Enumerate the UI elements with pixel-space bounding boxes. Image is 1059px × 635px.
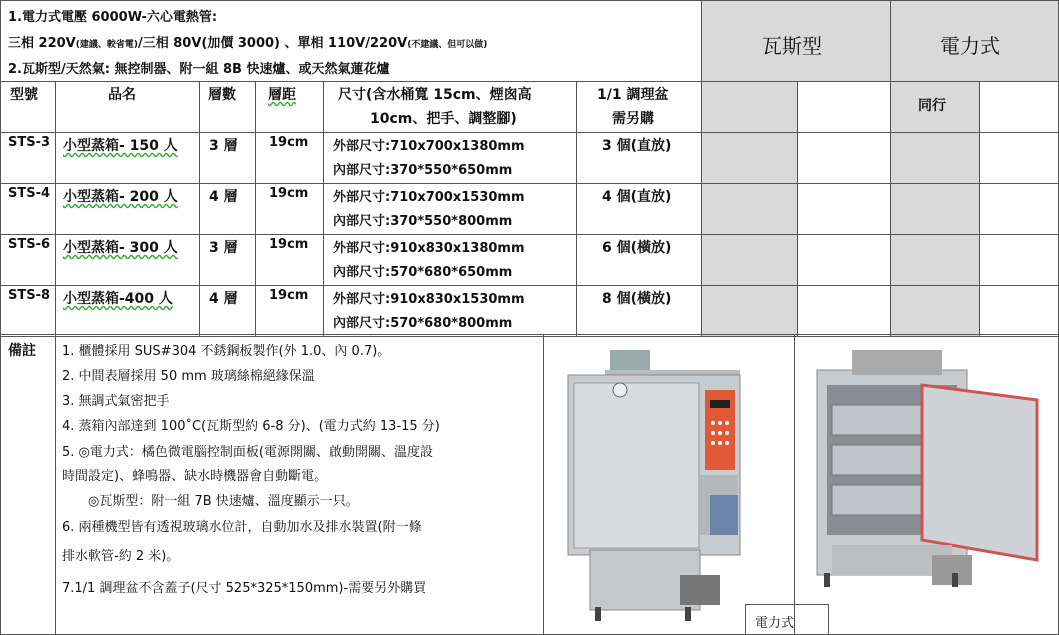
row-layers: 4 層 — [209, 291, 238, 307]
gas-price-a-cell — [701, 183, 798, 235]
steamer-open-image — [812, 345, 1047, 605]
electric-price-b-cell — [979, 234, 1059, 286]
electric-price-b-cell — [979, 183, 1059, 235]
row-name: 小型蒸箱- 150 人 — [63, 138, 178, 154]
gas-price-b-cell — [797, 183, 891, 235]
note-7: 7.1/1 調理盆不含蓋子(尺寸 525*325*150mm)-需要另外購買 — [62, 581, 427, 596]
gas-price-a-cell — [701, 285, 798, 337]
row-pans: 4 個(直放) — [602, 189, 672, 205]
row-spacing: 19cm — [269, 186, 309, 201]
note-6: 6. 兩種機型皆有透視玻璃水位計，自動加水及排水裝置(附一條 — [62, 520, 422, 535]
spec-line-2a: 三相 220V — [8, 36, 76, 51]
peer-header-label: 同行 — [918, 98, 946, 114]
row-spacing: 19cm — [269, 288, 309, 303]
col-header-pan-line1: 1/1 調理盆 — [597, 87, 669, 103]
electric-col-b-header — [979, 81, 1059, 133]
row-inner-size: 內部尺寸:370*550*650mm — [333, 163, 513, 178]
notes-label-cell — [0, 334, 56, 635]
col-header-layers-label: 層數 — [208, 87, 236, 103]
row-pans: 6 個(橫放) — [602, 240, 672, 256]
gas-header-label: 瓦斯型 — [762, 34, 822, 58]
row-model: STS-3 — [8, 135, 51, 150]
col-header-size-line1: 尺寸(含水桶寬 15cm、煙囪高 — [338, 87, 532, 103]
notes-label: 備註 — [8, 343, 36, 359]
note-6-cont: 排水軟管-約 2 米)。 — [62, 549, 180, 564]
note-5: 5. ◎電力式：橘色微電腦控制面板(電源開關、啟動開關、溫度設 — [62, 445, 433, 460]
note-1: 1. 櫃體採用 SUS#304 不銹鋼板製作(外 1.0、內 0.7)。 — [62, 344, 391, 359]
row-layers: 3 層 — [209, 138, 238, 154]
gas-col-b-header — [797, 81, 891, 133]
gas-price-a-cell — [701, 234, 798, 286]
row-spacing: 19cm — [269, 237, 309, 252]
note-3: 3. 無調式氣密把手 — [62, 394, 170, 409]
row-inner-size: 內部尺寸:570*680*800mm — [333, 316, 513, 331]
row-spacing: 19cm — [269, 135, 309, 150]
row-name: 小型蒸箱- 200 人 — [63, 189, 178, 205]
col-header-name-label: 品名 — [108, 87, 136, 103]
note-5-gas: ◎瓦斯型：附一組 7B 快速爐、溫度顯示一只。 — [88, 494, 359, 509]
row-inner-size: 內部尺寸:370*550*800mm — [333, 214, 513, 229]
spec-line-2a-note: (建議、較省電) — [75, 40, 138, 50]
col-header-model-label: 型號 — [10, 87, 38, 103]
gas-price-a-cell — [701, 132, 798, 184]
spec-line-2 — [8, 32, 487, 51]
row-inner-size: 內部尺寸:570*680*650mm — [333, 265, 513, 280]
spec-line-2b: /三相 80V(加價 3000) 、單相 110V/220V — [137, 36, 408, 51]
electric-price-b-cell — [979, 132, 1059, 184]
gas-price-b-cell — [797, 285, 891, 337]
photo-caption: 電力式 — [755, 616, 795, 631]
row-outer-size: 外部尺寸:910x830x1530mm — [333, 292, 525, 307]
note-5-cont: 時間設定)、蜂鳴器、缺水時機器會自動斷電。 — [62, 469, 328, 484]
electric-price-a-cell — [890, 285, 980, 337]
gas-col-a-header — [701, 81, 798, 133]
row-outer-size: 外部尺寸:710x700x1530mm — [333, 190, 525, 205]
electric-price-a-cell — [890, 183, 980, 235]
row-model: STS-8 — [8, 288, 51, 303]
row-pans: 8 個(橫放) — [602, 291, 672, 307]
row-outer-size: 外部尺寸:710x700x1380mm — [333, 139, 525, 154]
steamer-closed-image — [560, 345, 750, 625]
row-layers: 4 層 — [209, 189, 238, 205]
note-4: 4. 蒸箱內部達到 100˚C(瓦斯型約 6-8 分)、(電力式約 13-15 分) — [62, 419, 440, 434]
row-model: STS-4 — [8, 186, 51, 201]
electric-header-label: 電力式 — [940, 34, 1000, 58]
note-2: 2. 中間表層採用 50 mm 玻璃絲棉絕緣保溫 — [62, 369, 315, 384]
gas-price-b-cell — [797, 234, 891, 286]
row-pans: 3 個(直放) — [602, 138, 672, 154]
gas-price-b-cell — [797, 132, 891, 184]
row-outer-size: 外部尺寸:910x830x1380mm — [333, 241, 525, 256]
col-header-pan-line2: 需另購 — [612, 111, 654, 127]
row-name: 小型蒸箱- 300 人 — [63, 240, 178, 256]
col-header-size-line2: 10cm、把手、調整腳) — [370, 111, 517, 127]
electric-price-a-cell — [890, 234, 980, 286]
row-model: STS-6 — [8, 237, 51, 252]
electric-price-b-cell — [979, 285, 1059, 337]
spec-line-1: 1.電力式電壓 6000W-六心電熱管: — [8, 10, 218, 25]
row-layers: 3 層 — [209, 240, 238, 256]
row-name: 小型蒸箱-400 人 — [63, 291, 173, 307]
electric-price-a-cell — [890, 132, 980, 184]
col-header-spacing-label: 層距 — [268, 87, 296, 103]
spec-line-3: 2.瓦斯型/天然氣: 無控制器、附一組 8B 快速爐、或天然氣蓮花爐 — [8, 62, 390, 77]
spec-line-2b-note: (不建議、但可以做) — [407, 40, 488, 50]
